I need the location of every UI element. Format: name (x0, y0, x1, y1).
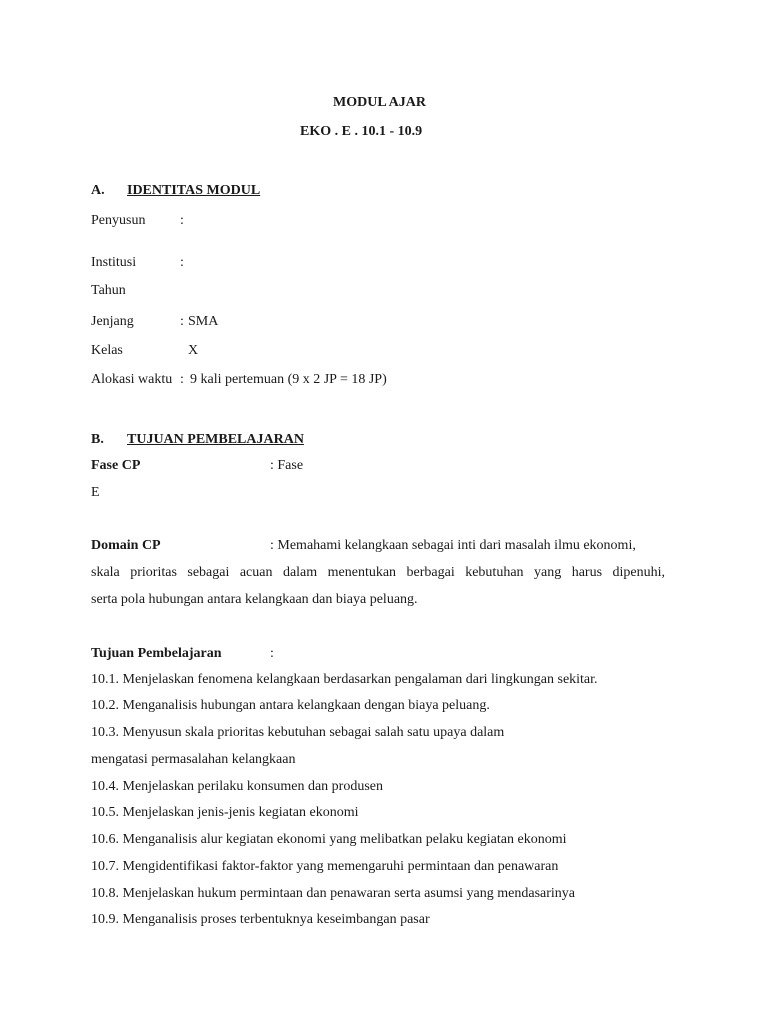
field-label-kelas: Kelas (91, 343, 123, 358)
field-sep-alokasi: : (180, 372, 184, 387)
field-value-kelas: X (188, 343, 199, 358)
section-a-heading: IDENTITAS MODUL (127, 183, 261, 198)
objective-item: 10.6. Menganalisis alur kegiatan ekonomi yang melibatkan pelaku kegiatan ekonomi (91, 832, 567, 847)
field-sep-institusi: : (180, 255, 184, 270)
fase-cp-value: : Fase (270, 458, 304, 473)
objective-item: 10.8. Menjelaskan hukum permintaan dan penawaran serta asumsi yang mendasarinya (91, 886, 576, 901)
document-title: MODUL AJAR (333, 95, 426, 110)
section-a-letter: A. (91, 183, 105, 198)
domain-cp-line-2: skala prioritas sebagai acuan dalam menentukan berbagai kebutuhan yang harus dipenuhi, (91, 565, 665, 580)
module-code: EKO . E . 10.1 - 10.9 (300, 124, 423, 139)
domain-cp-line-1: : Memahami kelangkaan sebagai inti dari masalah ilmu ekonomi, (270, 538, 636, 553)
section-b-letter: B. (91, 432, 104, 447)
field-sep-penyusun: : (180, 213, 184, 228)
objective-item: 10.4. Menjelaskan perilaku konsumen dan produsen (91, 779, 383, 794)
field-label-penyusun: Penyusun (91, 213, 146, 228)
tujuan-sep: : (270, 646, 274, 661)
objective-item: 10.7. Mengidentifikasi faktor-faktor yang memengaruhi permintaan dan penawaran (91, 859, 559, 874)
tujuan-label: Tujuan Pembelajaran (91, 646, 222, 661)
section-b-heading: TUJUAN PEMBELAJARAN (127, 432, 304, 447)
field-label-tahun: Tahun (91, 283, 126, 298)
objective-item: 10.2. Menganalisis hubungan antara kelangkaan dengan biaya peluang. (91, 698, 490, 713)
fase-cp-letter: E (91, 485, 100, 500)
domain-cp-label: Domain CP (91, 538, 161, 553)
objective-item: 10.5. Menjelaskan jenis-jenis kegiatan ekonomi (91, 805, 359, 820)
objective-item: 10.1. Menjelaskan fenomena kelangkaan berdasarkan pengalaman dari lingkungan sekitar. (91, 672, 598, 687)
field-label-alokasi: Alokasi waktu (91, 372, 173, 387)
objective-item-continuation: mengatasi permasalahan kelangkaan (91, 752, 296, 767)
field-label-jenjang: Jenjang (91, 314, 134, 329)
field-label-institusi: Institusi (91, 255, 137, 270)
objective-item: 10.9. Menganalisis proses terbentuknya keseimbangan pasar (91, 912, 430, 927)
objective-item: 10.3. Menyusun skala prioritas kebutuhan sebagai salah satu upaya dalam (91, 725, 505, 740)
field-value-jenjang: SMA (188, 314, 219, 329)
field-sep-jenjang: : (180, 314, 184, 329)
domain-cp-line-3: serta pola hubungan antara kelangkaan dan biaya peluang. (91, 592, 418, 607)
field-value-alokasi: 9 kali pertemuan (9 x 2 JP = 18 JP) (190, 372, 387, 387)
fase-cp-label: Fase CP (91, 458, 141, 473)
